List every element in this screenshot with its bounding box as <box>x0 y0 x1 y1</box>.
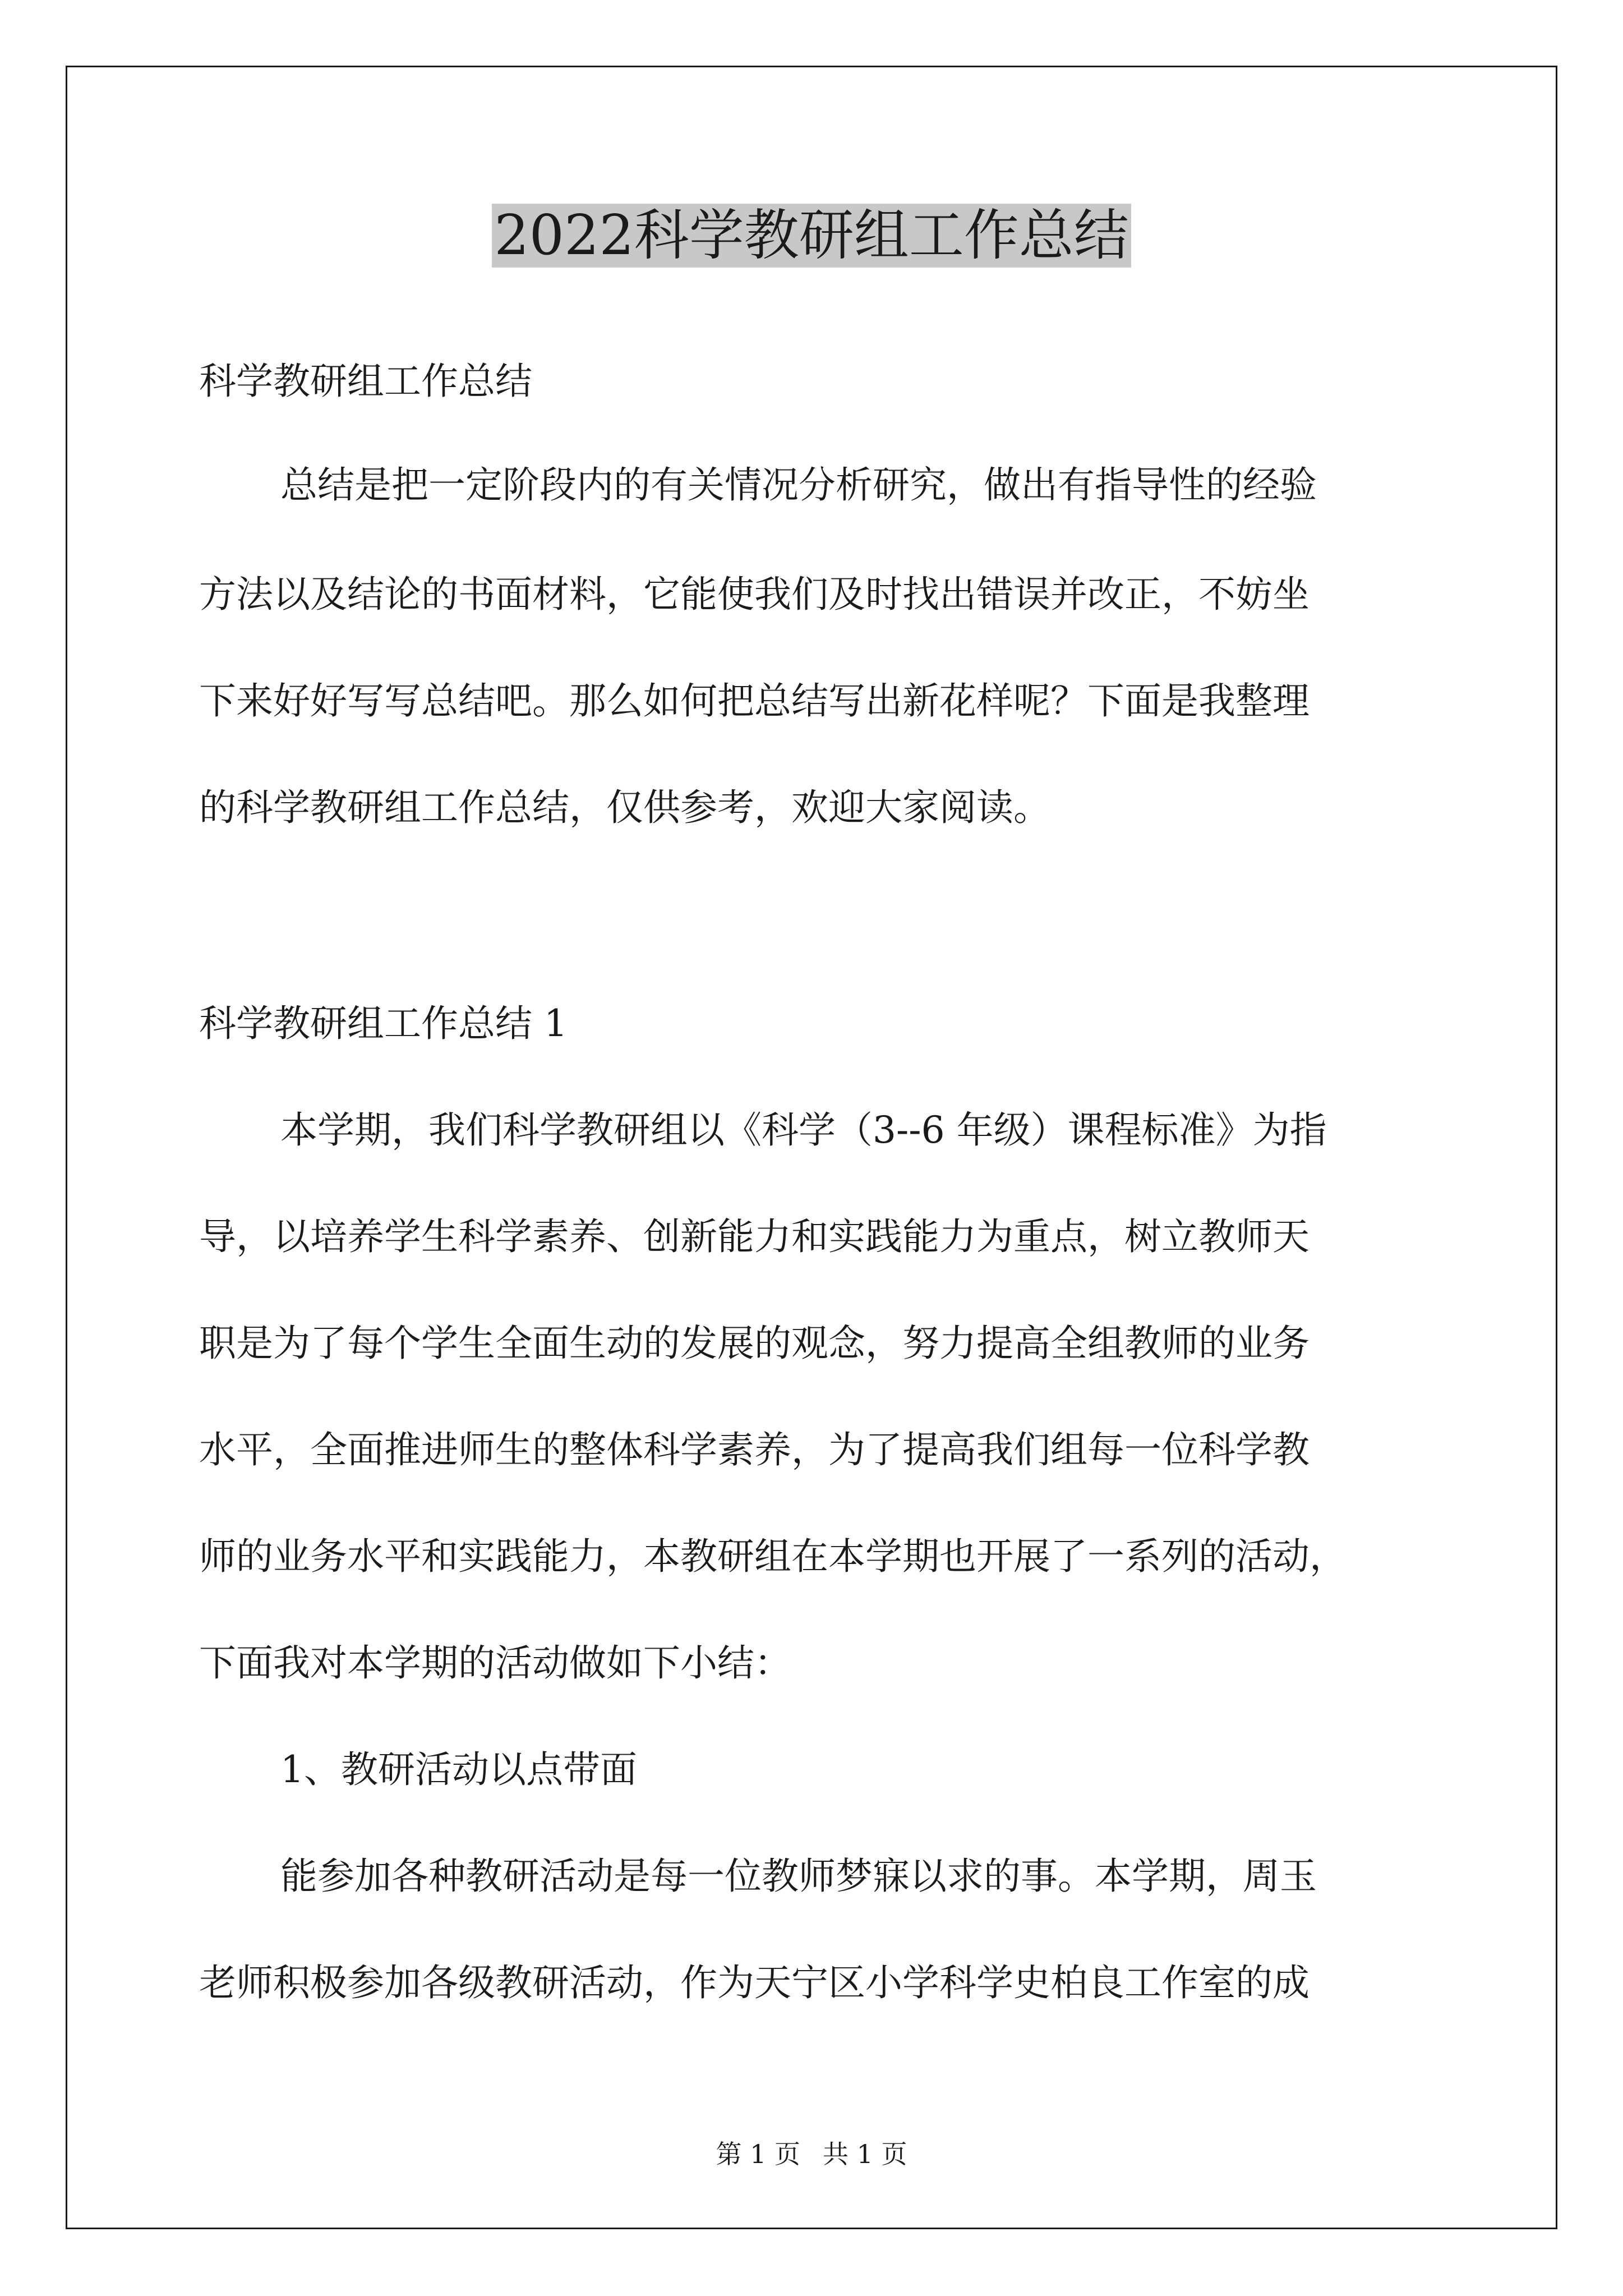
paragraph-line: 总结是把一定阶段内的有关情况分析研究，做出有指导性的经验 <box>280 463 1317 507</box>
paragraph-line: 的科学教研组工作总结，仅供参考，欢迎大家阅读。 <box>199 786 1050 829</box>
document-title <box>0 199 1623 272</box>
document-title-text: 2022科学教研组工作总结 <box>492 204 1131 268</box>
page-number: 第 1 页 <box>716 2139 800 2169</box>
paragraph-line: 职是为了每个学生全面生动的发展的观念，努力提高全组教师的业务 <box>199 1322 1310 1365</box>
paragraph-line: 下面我对本学期的活动做如下小结： <box>199 1641 791 1685</box>
paragraph-line: 下来好好写写总结吧。那么如何把总结写出新花样呢？下面是我整理 <box>199 679 1310 723</box>
subsection-heading: 1、教研活动以点带面 <box>280 1748 637 1791</box>
paragraph-line: 本学期，我们科学教研组以《科学（3--6 年级）课程标准》为指 <box>280 1108 1327 1152</box>
section-heading: 科学教研组工作总结 1 <box>199 1002 568 1045</box>
paragraph-line: 老师积极参加各级教研活动，作为天宁区小学科学史柏良工作室的成 <box>199 1961 1310 2004</box>
paragraph-line: 方法以及结论的书面材料，它能使我们及时找出错误并改正，不妨坐 <box>199 573 1310 616</box>
page-total: 共 1 页 <box>823 2139 907 2169</box>
paragraph-line: 水平，全面推进师生的整体科学素养，为了提高我们组每一位科学教 <box>199 1428 1310 1471</box>
page-footer <box>0 2137 1623 2171</box>
paragraph-line: 能参加各种教研活动是每一位教师梦寐以求的事。本学期，周玉 <box>280 1855 1317 1898</box>
paragraph-line: 师的业务水平和实践能力，本教研组在本学期也开展了一系列的活动， <box>199 1535 1347 1578</box>
paragraph-line: 导，以培养学生科学素养、创新能力和实践能力为重点，树立教师天 <box>199 1215 1310 1258</box>
intro-heading: 科学教研组工作总结 <box>199 360 532 403</box>
